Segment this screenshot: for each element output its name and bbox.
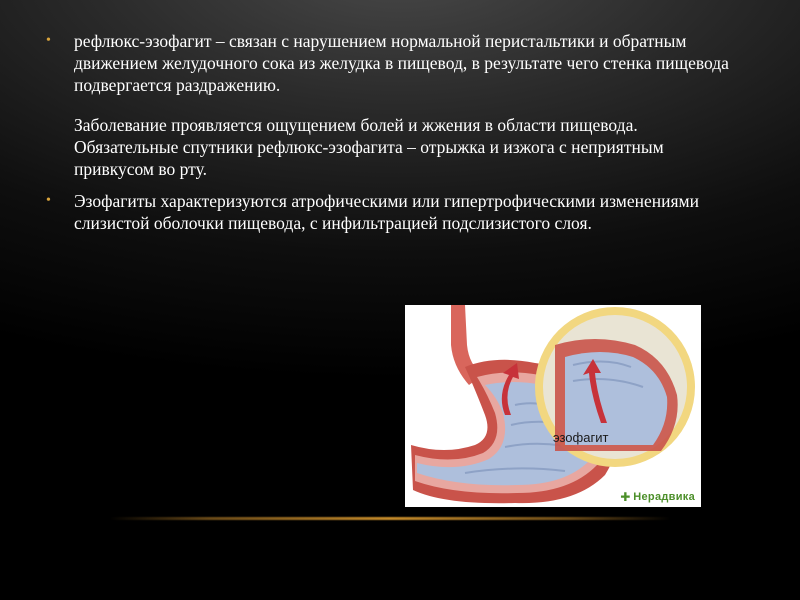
bullet-paragraph: рефлюкс-эзофагит – связан с нарушением нормальной перистальтики и обратным движением желудочного сока из желудка в пищевод, в результате чего стенка пищевода подвергается раздражению.: [74, 31, 729, 95]
bullet-paragraph: Эзофагиты характеризуются атрофическими или гипертрофическими изменениями слизистой оболочки пищевода, с инфильтрацией подслизистого слоя.: [74, 191, 699, 233]
bullet-dot-icon: •: [46, 193, 51, 208]
floor-highlight: [110, 517, 670, 520]
watermark: [620, 490, 695, 504]
bullet-paragraph: Заболевание проявляется ощущением болей и жжения в области пищевода. Обязательные спутники рефлюкс-эзофагита – отрыжка и изжога с неприятным привкусом во рту.: [74, 115, 664, 179]
watermark-text: Нерадвика: [633, 491, 695, 503]
stomach-illustration: [405, 305, 701, 507]
leaf-icon: ✚: [620, 490, 631, 504]
bullet-item: [46, 190, 746, 234]
bullet-dot-icon: •: [46, 33, 51, 48]
bullet-item: [46, 30, 746, 180]
stomach-diagram: [405, 305, 701, 507]
figure-label: эзофагит: [553, 430, 609, 445]
bullet-list: [46, 30, 746, 244]
